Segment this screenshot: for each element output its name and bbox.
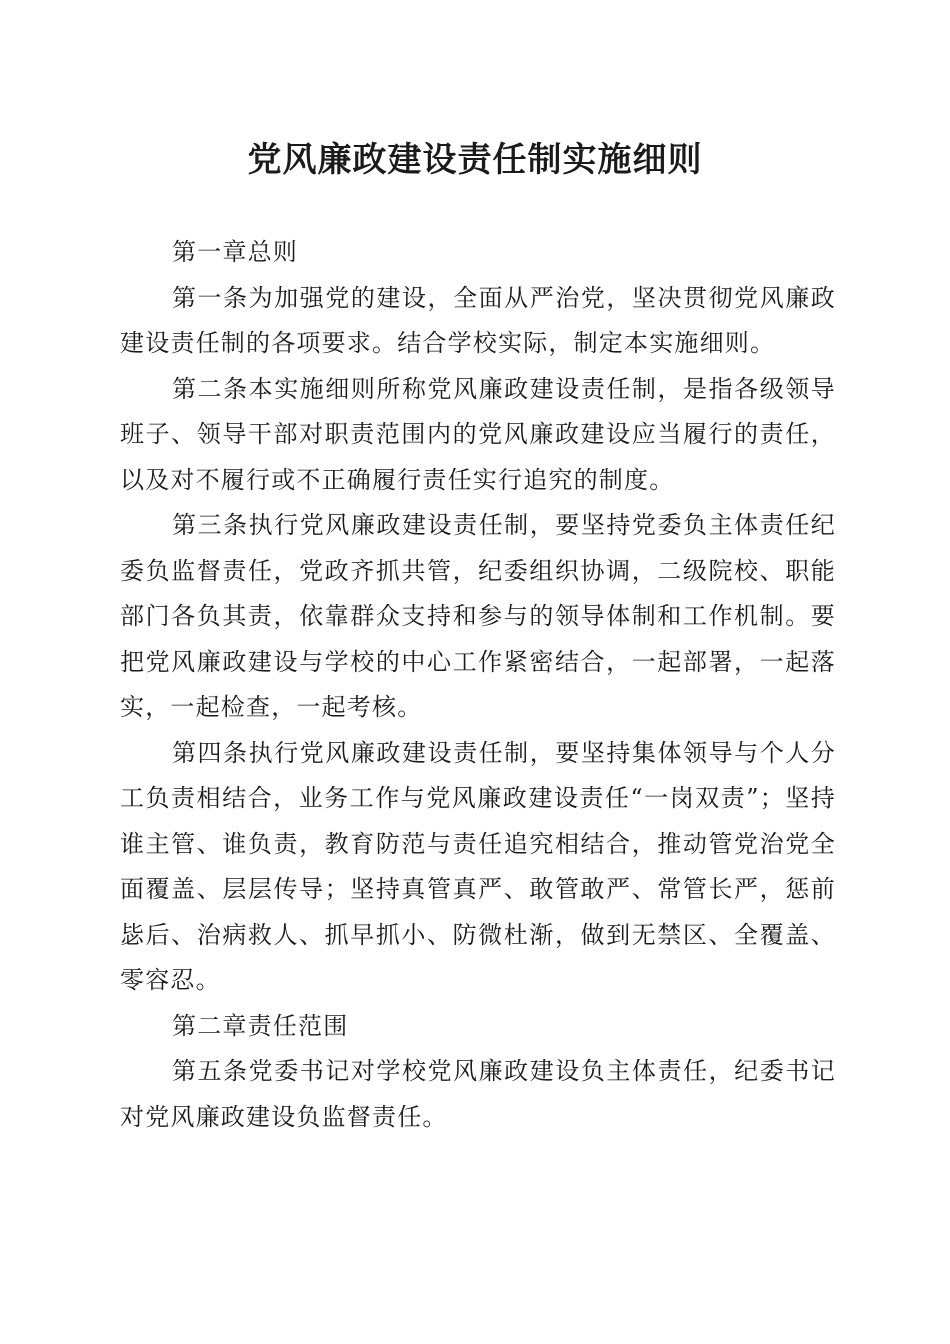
article-paragraph: 第五条党委书记对学校党风廉政建设负主体责任，纪委书记对党风廉政建设负监督责任。 [120,1057,836,1131]
article-paragraph: 第二条本实施细则所称党风廉政建设责任制，是指各级领导班子、领导干部对职责范围内的党风廉政建设应当履行的责任，以及对不履行或不正确履行责任实行追究的制度。 [120,374,836,494]
chapter-heading: 第二章责任范围 [172,1011,349,1040]
article-paragraph: 第三条执行党风廉政建设责任制，要坚持党委负主体责任纪委负监督责任，党政齐抓共管，纪委组织协调，二级院校、职能部门各负其责，依靠群众支持和参与的领导体制和工作机制。要把党风廉政建设与学校的中心工作紧密结合，一起部署，一起落实，一起检查，一起考核。 [120,511,836,721]
chapter-heading: 第一章总则 [172,238,298,266]
document-title: 党风廉政建设责任制实施细则 [247,140,703,180]
article-paragraph: 第一条为加强党的建设，全面从严治党，坚决贯彻党风廉政建设责任制的各项要求。结合学校实际，制定本实施细则。 [120,283,836,357]
document-body [120,230,836,1140]
article-paragraph: 第四条执行党风廉政建设责任制，要坚持集体领导与个人分工负责相结合，业务工作与党风廉政建设责任“一岗双责”；坚持谁主管、谁负责，教育防范与责任追究相结合，推动管党治党全面覆盖、层层传导；坚持真管真严、敢管敢严、常管长严，惩前毖后、治病救人、抓早抓小、防微杜渐，做到无禁区、全覆盖、零容忍。 [120,738,836,994]
